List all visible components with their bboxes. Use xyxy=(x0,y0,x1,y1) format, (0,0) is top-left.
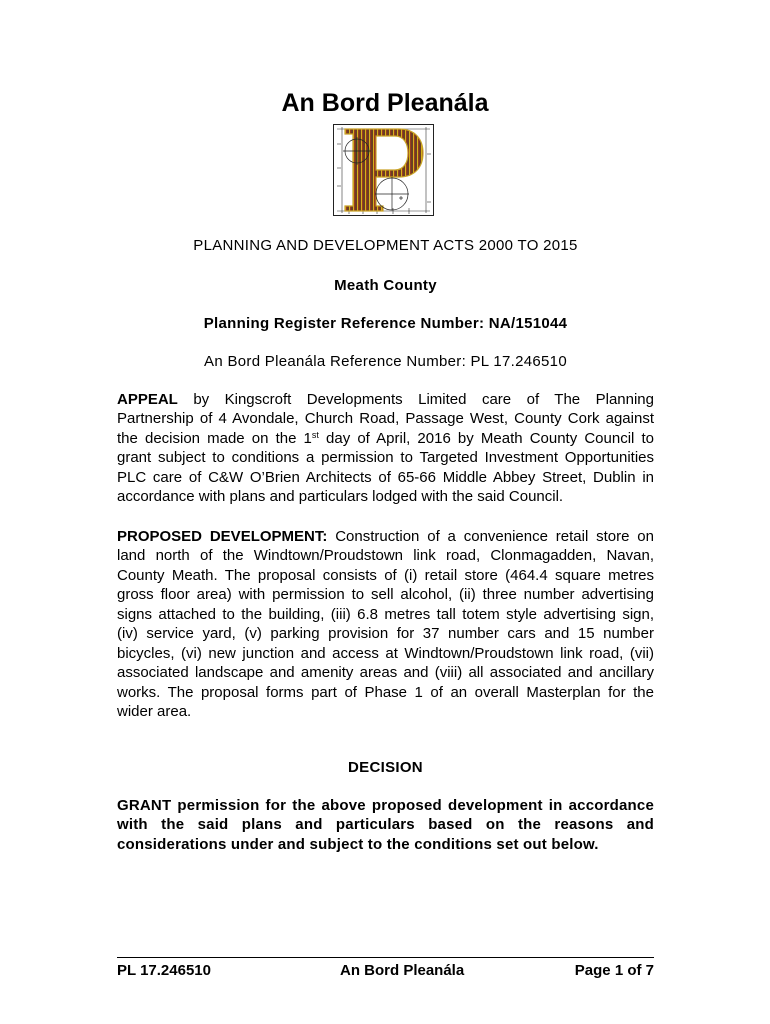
decision-line: considerations under and subject to the conditions set out below. xyxy=(117,835,599,853)
appeal-line xyxy=(117,390,654,409)
board-reference: An Bord Pleanála Reference Number: PL 17.246510 xyxy=(204,353,567,370)
decision-paragraph xyxy=(117,796,654,854)
proposed-development-line: signs attached to the building, (iii) 6.8 metres tall totem style advertising sign, xyxy=(117,605,654,623)
footer-organisation: An Bord Pleanála xyxy=(340,962,465,979)
proposed-development-lead: PROPOSED DEVELOPMENT: xyxy=(117,528,328,545)
decision-heading: DECISION xyxy=(348,759,423,776)
bord-pleanala-logo xyxy=(333,124,434,216)
proposed-development-line-text: Construction of a convenience retail store on xyxy=(335,528,654,545)
appeal-line-text: the decision made on the 1 xyxy=(117,429,312,447)
proposed-development-paragraph xyxy=(117,527,654,722)
appeal-paragraph xyxy=(117,390,654,507)
proposed-development-line: (iv) service yard, (v) parking provision for 37 number cars and 15 number xyxy=(117,625,654,643)
proposed-development-line: works. The proposal forms part of Phase 1 of an overall Masterplan for the xyxy=(117,683,654,701)
appeal-line xyxy=(117,429,654,448)
footer-divider xyxy=(117,957,654,958)
decision-line: GRANT permission for the above proposed development in accordance xyxy=(117,797,654,814)
proposed-development-line: associated landscape and amenity areas and (viii) all associated and ancillary xyxy=(117,664,654,682)
proposed-development-line: wider area. xyxy=(117,703,192,721)
appeal-line-text: by Kingscroft Developments Limited care of The Planning xyxy=(193,391,654,408)
ordinal-suffix: st xyxy=(311,429,319,440)
proposed-development-line: gross floor area) with permission to sell alcohol, (ii) three number advertising xyxy=(117,586,654,604)
proposed-development-line: County Meath. The proposal consists of (i) retail store (464.4 square metres xyxy=(117,566,654,584)
planning-register-reference: Planning Register Reference Number: NA/151044 xyxy=(203,315,568,332)
appeal-line: PLC care of C&W O’Brien Architects of 65-66 Middle Abbey Street, Dublin in xyxy=(117,468,654,486)
page-number: Page 1 of 7 xyxy=(574,962,654,979)
county-heading: Meath County xyxy=(334,277,437,294)
appeal-lead: APPEAL xyxy=(117,391,178,408)
proposed-development-line: land north of the Windtown/Proudstown link road, Clonmagadden, Navan, xyxy=(117,547,654,565)
appeal-line: Partnership of 4 Avondale, Church Road, Passage West, County Cork against xyxy=(117,410,654,428)
acts-heading: PLANNING AND DEVELOPMENT ACTS 2000 TO 2015 xyxy=(193,237,578,254)
appeal-line: accordance with plans and particulars lodged with the said Council. xyxy=(117,488,564,506)
decision-line: with the said plans and particulars based on the reasons and xyxy=(117,816,654,834)
page-footer xyxy=(117,961,654,980)
appeal-line-text: day of April, 2016 by Meath County Council to xyxy=(326,429,654,447)
proposed-development-line: bicycles, (vi) new junction and access at Windtown/Proudstown link road, (vii) xyxy=(117,644,654,662)
p-monogram-icon xyxy=(333,124,434,216)
appeal-line: grant subject to conditions a permission to Targeted Investment Opportunities xyxy=(117,449,654,467)
footer-reference: PL 17.246510 xyxy=(117,962,211,979)
document-title: An Bord Pleanála xyxy=(281,89,489,117)
proposed-development-line xyxy=(117,527,654,546)
